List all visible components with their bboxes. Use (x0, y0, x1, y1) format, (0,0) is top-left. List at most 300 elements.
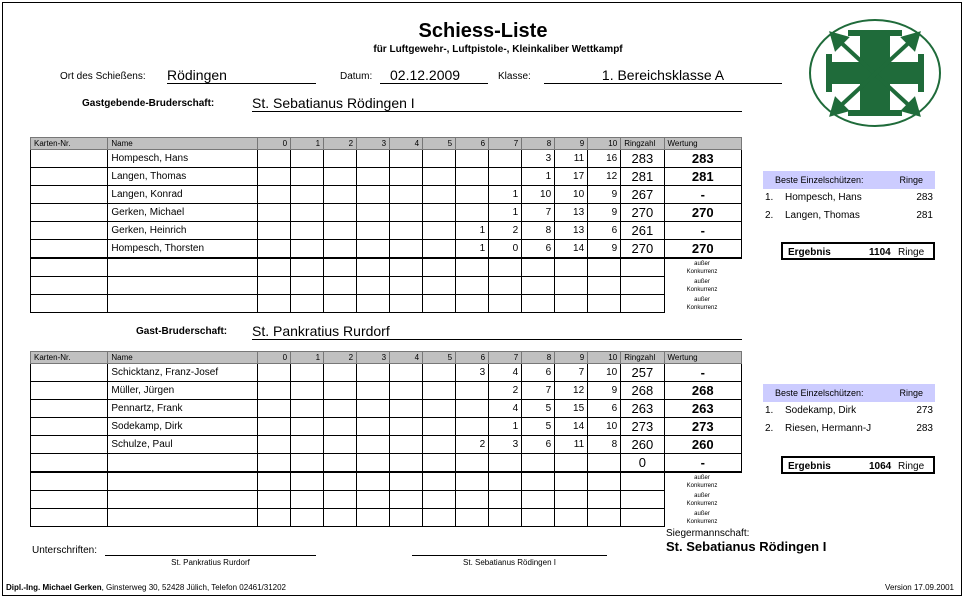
score-cell-3[interactable] (357, 204, 390, 222)
shooter-name-cell[interactable] (108, 472, 258, 491)
score-cell[interactable] (456, 258, 489, 277)
score-cell-8[interactable]: 5 (522, 418, 555, 436)
score-cell-10[interactable]: 8 (588, 436, 621, 454)
score-cell[interactable] (390, 491, 423, 509)
team2-best-rank-2: 2. (765, 423, 774, 434)
score-cell[interactable] (588, 509, 621, 527)
shooter-name-cell[interactable] (108, 258, 258, 277)
score-cell[interactable] (489, 491, 522, 509)
score-cell[interactable] (423, 472, 456, 491)
score-cell-1[interactable] (291, 186, 324, 204)
score-cell-3[interactable] (357, 222, 390, 240)
score-cell[interactable] (621, 258, 664, 277)
score-cell-4[interactable] (390, 382, 423, 400)
score-cell[interactable] (390, 277, 423, 295)
score-cell[interactable] (621, 277, 664, 295)
score-cell[interactable] (489, 295, 522, 313)
score-cell[interactable] (588, 258, 621, 277)
score-cell-10[interactable]: 9 (588, 186, 621, 204)
score-cell[interactable] (456, 472, 489, 491)
score-cell[interactable] (456, 295, 489, 313)
score-cell-6[interactable] (456, 400, 489, 418)
score-cell[interactable] (258, 295, 291, 313)
team1-best-shooters (763, 171, 935, 225)
score-cell-8[interactable]: 6 (522, 364, 555, 382)
score-cell-10[interactable] (588, 454, 621, 473)
score-cell[interactable] (522, 472, 555, 491)
score-cell[interactable] (588, 491, 621, 509)
team1-best-ringe-2: 281 (916, 210, 933, 221)
score-cell-6[interactable]: 2 (456, 436, 489, 454)
score-cell-0[interactable] (258, 240, 291, 259)
karten-nr-cell[interactable] (31, 222, 108, 240)
score-cell-8[interactable]: 8 (522, 222, 555, 240)
score-cell[interactable] (324, 472, 357, 491)
score-cell-1[interactable] (291, 222, 324, 240)
score-cell-8[interactable]: 7 (522, 382, 555, 400)
score-cell-0[interactable] (258, 204, 291, 222)
score-cell[interactable] (357, 472, 390, 491)
score-cell[interactable] (258, 509, 291, 527)
score-cell-7[interactable]: 1 (489, 186, 522, 204)
score-cell-1[interactable] (291, 168, 324, 186)
team2-name-field[interactable]: St. Pankratius Rurdorf (252, 323, 742, 340)
score-cell[interactable] (555, 295, 588, 313)
score-cell-3[interactable] (357, 364, 390, 382)
score-cell[interactable] (456, 277, 489, 295)
score-cell-3[interactable] (357, 400, 390, 418)
ringzahl-cell: 267 (621, 186, 664, 204)
karten-nr-cell[interactable] (31, 295, 108, 313)
score-cell-4[interactable] (390, 150, 423, 168)
ausser-konkurrenz-note (677, 296, 727, 312)
score-cell-7[interactable]: 4 (489, 400, 522, 418)
score-cell[interactable] (489, 509, 522, 527)
table-row (31, 168, 742, 186)
score-cell[interactable] (423, 258, 456, 277)
wertung-cell: - (664, 186, 741, 204)
konkurrenz-line: Konkurrenz (686, 269, 718, 275)
score-cell-0[interactable] (258, 382, 291, 400)
score-cell-10[interactable]: 12 (588, 168, 621, 186)
score-cell-4[interactable] (390, 222, 423, 240)
shooter-name-cell[interactable]: Hompesch, Hans (108, 150, 258, 168)
score-cell-8[interactable]: 3 (522, 150, 555, 168)
score-cell-3[interactable] (357, 168, 390, 186)
team2-ergebnis-label: Ergebnis (788, 461, 831, 472)
score-cell-0[interactable] (258, 454, 291, 473)
score-cell[interactable] (291, 491, 324, 509)
score-cell[interactable] (258, 472, 291, 491)
score-cell-9[interactable] (555, 454, 588, 473)
score-cell-4[interactable] (390, 400, 423, 418)
team1-name-field[interactable]: St. Sebatianus Rödingen I (252, 95, 742, 112)
score-cell-8[interactable]: 7 (522, 204, 555, 222)
team1-best-row-2 (763, 207, 935, 225)
score-cell-4[interactable] (390, 168, 423, 186)
score-cell[interactable] (258, 491, 291, 509)
team1-ergebnis-value: 1104 (869, 247, 891, 258)
score-cell-9[interactable]: 12 (555, 382, 588, 400)
score-cell[interactable] (423, 277, 456, 295)
score-cell[interactable] (555, 509, 588, 527)
karten-nr-cell[interactable] (31, 436, 108, 454)
konkurrenz-line: Konkurrenz (686, 287, 718, 293)
ringzahl-cell: 270 (621, 204, 664, 222)
karten-nr-cell[interactable] (31, 364, 108, 382)
column-header: 0 (258, 138, 291, 150)
ausser-konkurrenz-note (677, 260, 727, 276)
score-cell-5[interactable] (423, 454, 456, 473)
score-cell[interactable] (489, 258, 522, 277)
score-cell-9[interactable]: 14 (555, 240, 588, 259)
ringzahl-cell: 283 (621, 150, 664, 168)
score-cell-9[interactable]: 15 (555, 400, 588, 418)
page-subtitle: für Luftgewehr-, Luftpistole-, Kleinkaliber Wettkampf (373, 44, 623, 55)
score-cell-6[interactable] (456, 150, 489, 168)
score-cell-9[interactable]: 11 (555, 150, 588, 168)
shooter-name-cell[interactable]: Pennartz, Frank (108, 400, 258, 418)
score-cell-2[interactable] (324, 436, 357, 454)
score-cell-7[interactable]: 0 (489, 240, 522, 259)
score-cell[interactable] (390, 258, 423, 277)
score-cell-1[interactable] (291, 240, 324, 259)
score-cell[interactable] (291, 258, 324, 277)
datum-field[interactable]: 02.12.2009 (380, 67, 488, 84)
score-cell-7[interactable]: 1 (489, 204, 522, 222)
score-cell-7[interactable]: 2 (489, 382, 522, 400)
score-cell-5[interactable] (423, 418, 456, 436)
score-cell-4[interactable] (390, 240, 423, 259)
score-cell-2[interactable] (324, 418, 357, 436)
signature-line-1[interactable] (105, 555, 316, 556)
karten-nr-cell[interactable] (31, 454, 108, 473)
score-cell-2[interactable] (324, 400, 357, 418)
score-cell[interactable] (357, 295, 390, 313)
karten-nr-cell[interactable] (31, 472, 108, 491)
score-cell-3[interactable] (357, 436, 390, 454)
score-cell-7[interactable]: 4 (489, 364, 522, 382)
score-cell[interactable] (324, 295, 357, 313)
score-cell[interactable] (423, 295, 456, 313)
shooter-name-cell[interactable]: Langen, Thomas (108, 168, 258, 186)
score-cell-6[interactable] (456, 382, 489, 400)
score-cell-8[interactable]: 1 (522, 168, 555, 186)
column-header: 1 (291, 138, 324, 150)
shooter-name-cell[interactable]: Gerken, Michael (108, 204, 258, 222)
table-row (31, 454, 742, 473)
score-cell-5[interactable] (423, 186, 456, 204)
score-cell-2[interactable] (324, 150, 357, 168)
team2-best-ringe-2: 283 (916, 423, 933, 434)
wertung-cell: - (664, 454, 741, 473)
score-cell-10[interactable]: 9 (588, 204, 621, 222)
karten-nr-cell[interactable] (31, 382, 108, 400)
ort-field[interactable]: Rödingen (167, 67, 316, 84)
shooter-name-cell[interactable] (108, 491, 258, 509)
column-header: 0 (258, 352, 291, 364)
score-cell-6[interactable]: 1 (456, 222, 489, 240)
karten-nr-cell[interactable] (31, 150, 108, 168)
score-cell[interactable] (291, 472, 324, 491)
score-cell-3[interactable] (357, 186, 390, 204)
score-cell-10[interactable]: 9 (588, 240, 621, 259)
team1-ergebnis-box (781, 242, 935, 260)
score-cell-1[interactable] (291, 454, 324, 473)
karten-nr-cell[interactable] (31, 491, 108, 509)
shooter-name-cell[interactable]: Müller, Jürgen (108, 382, 258, 400)
shooter-name-cell[interactable]: Schicktanz, Franz-Josef (108, 364, 258, 382)
score-cell[interactable] (357, 258, 390, 277)
ausser-line: außer (694, 475, 710, 481)
score-cell[interactable] (258, 258, 291, 277)
score-cell-10[interactable]: 6 (588, 400, 621, 418)
score-cell-1[interactable] (291, 364, 324, 382)
column-header: 2 (324, 138, 357, 150)
score-cell[interactable] (456, 509, 489, 527)
shooter-name-cell[interactable]: Hompesch, Thorsten (108, 240, 258, 259)
score-cell-8[interactable]: 5 (522, 400, 555, 418)
score-cell-0[interactable] (258, 222, 291, 240)
score-cell-6[interactable] (456, 186, 489, 204)
score-cell-8[interactable]: 10 (522, 186, 555, 204)
score-cell-6[interactable] (456, 204, 489, 222)
score-cell[interactable] (357, 509, 390, 527)
score-cell[interactable] (357, 491, 390, 509)
karten-nr-cell[interactable] (31, 277, 108, 295)
column-header: 3 (357, 352, 390, 364)
score-cell[interactable] (324, 277, 357, 295)
score-cell-4[interactable] (390, 436, 423, 454)
score-cell-4[interactable] (390, 418, 423, 436)
score-cell[interactable] (588, 277, 621, 295)
score-cell-7[interactable] (489, 454, 522, 473)
score-cell-1[interactable] (291, 382, 324, 400)
score-cell-5[interactable] (423, 364, 456, 382)
score-cell-5[interactable] (423, 240, 456, 259)
score-cell-10[interactable]: 16 (588, 150, 621, 168)
score-cell-1[interactable] (291, 150, 324, 168)
score-cell-3[interactable] (357, 418, 390, 436)
table-header-row (31, 138, 742, 150)
score-cell-0[interactable] (258, 436, 291, 454)
shooter-name-cell[interactable] (108, 454, 258, 473)
score-cell[interactable] (621, 472, 664, 491)
score-cell[interactable] (291, 295, 324, 313)
score-cell[interactable] (522, 258, 555, 277)
score-cell-7[interactable]: 3 (489, 436, 522, 454)
score-cell-9[interactable]: 17 (555, 168, 588, 186)
score-cell-3[interactable] (357, 382, 390, 400)
score-cell[interactable] (522, 277, 555, 295)
score-cell-3[interactable] (357, 454, 390, 473)
wertung-cell: 270 (664, 204, 741, 222)
score-cell-8[interactable]: 6 (522, 436, 555, 454)
score-cell-2[interactable] (324, 364, 357, 382)
score-cell-7[interactable]: 1 (489, 418, 522, 436)
score-cell-5[interactable] (423, 222, 456, 240)
score-cell-9[interactable]: 13 (555, 222, 588, 240)
karten-nr-cell[interactable] (31, 168, 108, 186)
score-cell[interactable] (324, 491, 357, 509)
score-cell-5[interactable] (423, 150, 456, 168)
score-cell-0[interactable] (258, 168, 291, 186)
score-cell[interactable] (324, 258, 357, 277)
shooter-name-cell[interactable]: Langen, Konrad (108, 186, 258, 204)
table-row (31, 277, 742, 295)
score-cell-5[interactable] (423, 382, 456, 400)
score-cell[interactable] (522, 509, 555, 527)
score-cell[interactable] (555, 258, 588, 277)
score-cell-2[interactable] (324, 454, 357, 473)
score-cell[interactable] (522, 295, 555, 313)
team1-ergebnis-label: Ergebnis (788, 247, 831, 258)
wertung-cell: 263 (664, 400, 741, 418)
sieger-team: St. Sebatianus Rödingen I (666, 539, 827, 554)
score-cell-1[interactable] (291, 418, 324, 436)
karten-nr-cell[interactable] (31, 400, 108, 418)
shooter-name-cell[interactable] (108, 277, 258, 295)
score-cell-9[interactable]: 11 (555, 436, 588, 454)
score-cell-7[interactable] (489, 168, 522, 186)
score-cell-5[interactable] (423, 400, 456, 418)
score-cell-7[interactable]: 2 (489, 222, 522, 240)
score-cell[interactable] (390, 509, 423, 527)
column-header: Wertung (664, 138, 741, 150)
klasse-field[interactable]: 1. Bereichsklasse A (544, 67, 782, 84)
footer-address: , Ginsterweg 30, 52428 Jülich, Telefon 02461/31202 (101, 583, 287, 592)
score-cell-10[interactable]: 9 (588, 382, 621, 400)
score-cell-5[interactable] (423, 436, 456, 454)
karten-nr-cell[interactable] (31, 240, 108, 259)
score-cell-4[interactable] (390, 204, 423, 222)
karten-nr-cell[interactable] (31, 418, 108, 436)
score-cell[interactable] (456, 491, 489, 509)
shooter-name-cell[interactable] (108, 509, 258, 527)
score-cell-0[interactable] (258, 186, 291, 204)
score-cell-4[interactable] (390, 186, 423, 204)
score-cell-2[interactable] (324, 204, 357, 222)
score-cell[interactable] (489, 277, 522, 295)
table-row (31, 364, 742, 382)
column-header: Name (108, 352, 258, 364)
score-cell[interactable] (390, 472, 423, 491)
score-cell-5[interactable] (423, 168, 456, 186)
karten-nr-cell[interactable] (31, 186, 108, 204)
shooter-name-cell[interactable]: Gerken, Heinrich (108, 222, 258, 240)
team2-ergebnis-unit: Ringe (898, 461, 925, 472)
score-cell-7[interactable] (489, 150, 522, 168)
shooter-name-cell[interactable]: Schulze, Paul (108, 436, 258, 454)
score-cell-9[interactable]: 7 (555, 364, 588, 382)
score-cell-0[interactable] (258, 400, 291, 418)
score-cell-9[interactable]: 13 (555, 204, 588, 222)
column-header: Name (108, 138, 258, 150)
score-cell[interactable] (357, 277, 390, 295)
score-cell-6[interactable] (456, 168, 489, 186)
score-cell[interactable] (522, 491, 555, 509)
score-cell[interactable] (621, 295, 664, 313)
column-header: 5 (423, 138, 456, 150)
score-cell-1[interactable] (291, 204, 324, 222)
score-cell[interactable] (423, 491, 456, 509)
score-cell[interactable] (555, 277, 588, 295)
score-cell-2[interactable] (324, 382, 357, 400)
score-cell-4[interactable] (390, 364, 423, 382)
score-cell[interactable] (588, 472, 621, 491)
wertung-cell: - (664, 364, 741, 382)
score-cell[interactable] (621, 491, 664, 509)
score-cell-6[interactable]: 3 (456, 364, 489, 382)
score-cell[interactable] (258, 277, 291, 295)
score-cell-2[interactable] (324, 222, 357, 240)
shooter-name-cell[interactable]: Sodekamp, Dirk (108, 418, 258, 436)
column-header: 3 (357, 138, 390, 150)
score-cell[interactable] (555, 491, 588, 509)
karten-nr-cell[interactable] (31, 258, 108, 277)
score-cell-6[interactable]: 1 (456, 240, 489, 259)
score-cell-5[interactable] (423, 204, 456, 222)
score-cell-10[interactable]: 10 (588, 418, 621, 436)
score-cell[interactable] (291, 509, 324, 527)
score-cell-6[interactable] (456, 418, 489, 436)
karten-nr-cell[interactable] (31, 509, 108, 527)
column-header: 10 (588, 138, 621, 150)
score-cell-1[interactable] (291, 400, 324, 418)
column-header: 7 (489, 138, 522, 150)
score-cell-1[interactable] (291, 436, 324, 454)
score-cell-10[interactable]: 10 (588, 364, 621, 382)
score-cell-6[interactable] (456, 454, 489, 473)
score-cell[interactable] (621, 509, 664, 527)
score-cell[interactable] (390, 295, 423, 313)
score-cell-2[interactable] (324, 240, 357, 259)
score-cell-2[interactable] (324, 168, 357, 186)
konkurrenz-line: Konkurrenz (686, 483, 718, 489)
score-cell-0[interactable] (258, 150, 291, 168)
karten-nr-cell[interactable] (31, 204, 108, 222)
ringzahl-cell: 273 (621, 418, 664, 436)
column-header: Wertung (664, 352, 741, 364)
score-cell[interactable] (489, 472, 522, 491)
score-cell-3[interactable] (357, 240, 390, 259)
score-cell-2[interactable] (324, 186, 357, 204)
team1-score-table (30, 137, 742, 313)
score-cell-8[interactable] (522, 454, 555, 473)
score-cell[interactable] (324, 509, 357, 527)
score-cell-9[interactable]: 14 (555, 418, 588, 436)
score-cell[interactable] (291, 277, 324, 295)
table-row (31, 472, 742, 491)
ringzahl-cell: 0 (621, 454, 664, 473)
signature-line-2[interactable] (412, 555, 607, 556)
shooter-name-cell[interactable] (108, 295, 258, 313)
score-cell-9[interactable]: 10 (555, 186, 588, 204)
score-cell-0[interactable] (258, 418, 291, 436)
team1-best-header-unit: Ringe (899, 175, 923, 185)
column-header: 1 (291, 352, 324, 364)
score-cell-0[interactable] (258, 364, 291, 382)
score-cell-4[interactable] (390, 454, 423, 473)
score-cell[interactable] (423, 509, 456, 527)
score-cell-10[interactable]: 6 (588, 222, 621, 240)
table-row (31, 204, 742, 222)
score-cell-3[interactable] (357, 150, 390, 168)
score-cell[interactable] (588, 295, 621, 313)
ringzahl-cell: 270 (621, 240, 664, 259)
score-cell-8[interactable]: 6 (522, 240, 555, 259)
score-cell[interactable] (555, 472, 588, 491)
